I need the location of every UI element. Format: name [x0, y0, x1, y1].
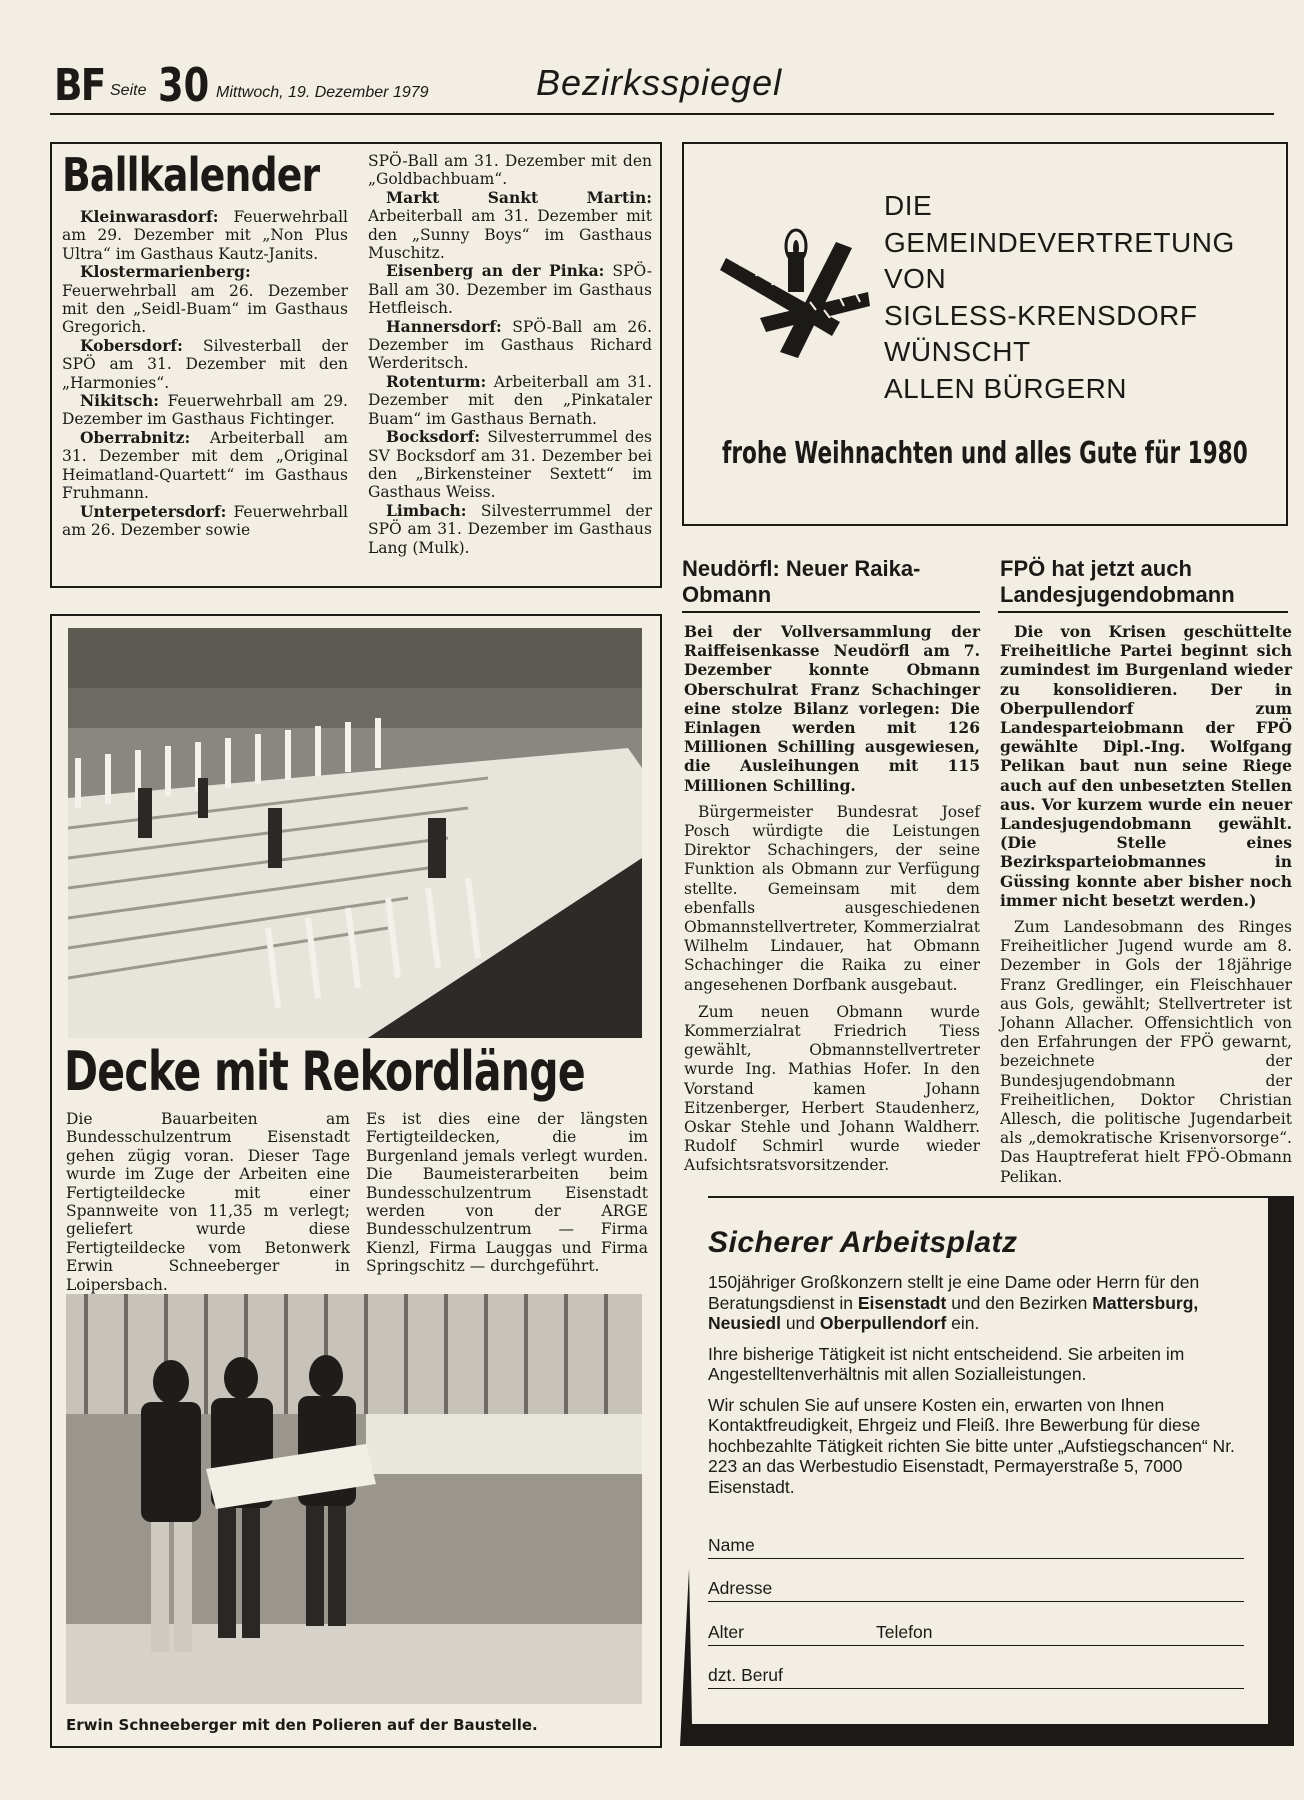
decke-column-2: Es ist dies eine der längsten Fertigteildecken, die im Burgenland jemals verlegt wurden. Die Baumeisterarbeiten beim Bundesschulzentrum Eisenstadt werden von der ARGE Bundesschulzentrum — Firma Kienzl, Firma Lauggas und Firma Springschitz — durchgeführt. — [366, 1110, 648, 1276]
ball-entry: Limbach: Silvesterrummel der SPÖ am 31. Dezember im Gasthaus Lang (Mulk). — [368, 500, 652, 557]
adresse-field[interactable]: Adresse — [708, 1575, 1244, 1602]
ballkalender-column-2 — [368, 152, 652, 557]
neudoerfl-rule — [682, 611, 980, 613]
fpoe-article — [1000, 622, 1292, 1195]
photo-caption: Erwin Schneeberger mit den Polieren auf der Baustelle. — [66, 1716, 538, 1734]
job-ad-title: Sicherer Arbeitsplatz — [708, 1226, 1018, 1259]
ball-entry: Bocksdorf: Silvesterrummel des SV Bocksdorf am 31. Dezember bei den „Birkensteiner Sextett“ im Gasthaus Weiss. — [368, 427, 652, 502]
ball-entry: Kobersdorf: Silvesterball der SPÖ am 31. Dezember mit den „Harmonies“. — [62, 335, 348, 392]
ball-entry: Hannersdorf: SPÖ-Ball am 26. Dezember im Gasthaus Richard Werderitsch. — [368, 316, 652, 373]
masthead — [54, 58, 1274, 110]
job-ad-paragraph: Wir schulen Sie auf unsere Kosten ein, erwarten von Ihnen Kontaktfreudigkeit, Ehrgeiz und Fleiß. Ihre Bewerbung für diese hochbezahlte Tätigkeit richten Sie bitte unter „Aufstiegschancen“ Nr. 223 an das Werbestudio Eisenstadt, Permayerstraße 5, 7000 Eisenstadt. — [708, 1394, 1235, 1497]
alter-telefon-field[interactable]: Alter Telefon — [708, 1619, 1244, 1646]
beruf-field[interactable]: dzt. Beruf — [708, 1662, 1244, 1689]
neudoerfl-lead: Bei der Vollversammlung der Raiffeisenkasse Neudörfl am 7. Dezember konnte Obmann Oberschulrat Franz Schachinger eine stolze Bilanz vorlegen: Die Einlagen werden mit 126 Millionen Schilling ausgewiesen, die Ausleihungen mit 115 Millionen Schilling. — [684, 622, 980, 795]
decke-column-1: Die Bauarbeiten am Bundesschulzentrum Eisenstadt gehen zügig voran. Dieser Tage wurde im Zuge der Arbeiten eine Fertigteildecke mit einer Spannweite von 11,35 m verlegt; geliefert wurde diese Fertigteildecke vom Betonwerk Erwin Schneeberger in Loipersbach. — [66, 1110, 350, 1294]
neudoerfl-paragraph: Zum neuen Obmann wurde Kommerzialrat Friedrich Tiess gewählt, Obmannstellvertreter wurde Ing. Mathias Hofer. In den Vorstand kamen Johann Eitzenberger, Herbert Staudenherz, Oskar Stehle und Johann Waldherr. Rudolf Schmirl wurde wieder Aufsichtsratsvorsitzender. — [684, 1002, 980, 1175]
ballkalender-column-1 — [62, 208, 348, 539]
ball-entry: Unterpetersdorf: Feuerwehrball am 26. Dezember sowie — [62, 501, 348, 539]
ball-entry-continued: SPÖ-Ball am 31. Dezember mit den „Goldbachbuam“. — [368, 152, 652, 189]
fpoe-paragraph: Zum Landesobmann des Ringes Freiheitlicher Jugend wurde am 8. Dezember in Gols der 18jährige Franz Gredlinger, ein Fleischhauer aus Gols, gewählt; Stellvertreter ist Johann Allacher. Offensichtlich von den Erfahrungen der FPÖ gewarnt, bezeichnete der Bundesjugendobmann der Freiheitlichen, Doktor Christian Allesch, die politische Jugendarbeit als „demokratische Krisenvorsorge“. Das Hauptreferat hielt FPÖ-Obmann Pelikan. — [1000, 918, 1292, 1186]
decke-headline: Decke mit Rekordlänge — [64, 1040, 585, 1103]
ballkalender-title: Ballkalender — [62, 148, 320, 202]
job-ad-body — [708, 1272, 1248, 1507]
ball-entry: Oberrabnitz: Arbeiterball am 31. Dezember mit dem „Original Heimatland-Quartett“ im Gasthaus Fruhmann. — [62, 427, 348, 503]
page-label: Seite — [110, 82, 147, 99]
candle-branch-icon — [720, 222, 870, 362]
ball-entry: Rotenturm: Arbeiterball am 31. Dezember mit den „Pinkataler Buam“ im Gasthaus Bernath. — [368, 371, 652, 428]
construction-site-photo — [68, 628, 642, 1038]
ball-entry: Markt Sankt Martin: Arbeiterball am 31. Dezember mit den „Sunny Boys“ im Gasthaus Muschitz. — [368, 187, 652, 263]
paper-logo: BF — [54, 60, 105, 111]
job-ad-paragraph: 150jähriger Großkonzern stellt je eine Dame oder Herrn für den Beratungsdienst in Eisenstadt und den Bezirken Mattersburg, Neusiedl und Oberpullendorf ein. — [708, 1272, 1200, 1333]
fpoe-rule — [998, 611, 1288, 613]
masthead-rule — [50, 113, 1274, 115]
ball-entry: Eisenberg an der Pinka: SPÖ-Ball am 30. Dezember im Gasthaus Hetfleisch. — [368, 261, 652, 318]
fpoe-headline: FPÖ hat jetzt auch Landesjugendobmann — [1000, 556, 1235, 607]
gemeinde-ad-greeting: frohe Weihnachten und alles Gute für 1980 — [722, 436, 1248, 471]
section-title: Bezirksspiegel — [536, 62, 783, 103]
ball-entry: Kleinwarasdorf: Feuerwehrball am 29. Dezember mit „Non Plus Ultra“ im Gasthaus Kautz-Janits. — [62, 207, 348, 263]
issue-date: Mittwoch, 19. Dezember 1979 — [216, 84, 429, 101]
neudoerfl-article — [684, 622, 980, 1184]
page-number: 30 — [158, 58, 210, 112]
fpoe-lead: Die von Krisen geschüttelte Freiheitliche Partei beginnt sich zumindest im Burgenland wieder zu konsolidieren. Der in Oberpullendorf zum Landesparteiobmann der FPÖ gewählte Dipl.-Ing. Wolfgang Pelikan baut nun seine Riege auch auf den unbesetzten Stellen aus. Vor kurzem wurde ein neuer Landesjugendobmann gewählt. (Die Stelle eines Bezirksparteiobmannes in Güssing konnte aber bisher noch immer nicht besetzt werden.) — [1000, 622, 1292, 910]
ball-entry: Nikitsch: Feuerwehrball am 29. Dezember im Gasthaus Fichtinger. — [62, 391, 348, 429]
foremen-photo — [66, 1294, 642, 1704]
job-ad-paragraph: Ihre bisherige Tätigkeit ist nicht entscheidend. Sie arbeiten im Angestelltenverhältnis mit allen Sozialleistungen. — [708, 1343, 1185, 1384]
neudoerfl-headline: Neudörfl: Neuer Raika-Obmann — [682, 556, 921, 607]
name-field[interactable]: Name — [708, 1532, 1244, 1559]
neudoerfl-paragraph: Bürgermeister Bundesrat Josef Posch würdigte die Leistungen Direktor Schachingers, der seine Funktion als Obmann zur Verfügung stellte. Gemeinsam mit dem ebenfalls ausgeschiedenen Obmannstellvertreter, Kommerzialrat Wilhelm Lindauer, hat Obmann Schachinger die Raika zu einer angesehenen Dorfbank ausgebaut. — [684, 802, 980, 994]
gemeinde-ad-text: DIE GEMEINDEVERTRETUNG VON SIGLESS-KRENSDORF WÜNSCHT ALLEN BÜRGERN — [884, 190, 1235, 404]
ball-entry: Klostermarienberg: Feuerwehrball am 26. Dezember mit den „Seidl-Buam“ im Gasthaus Gregorich. — [62, 262, 348, 337]
